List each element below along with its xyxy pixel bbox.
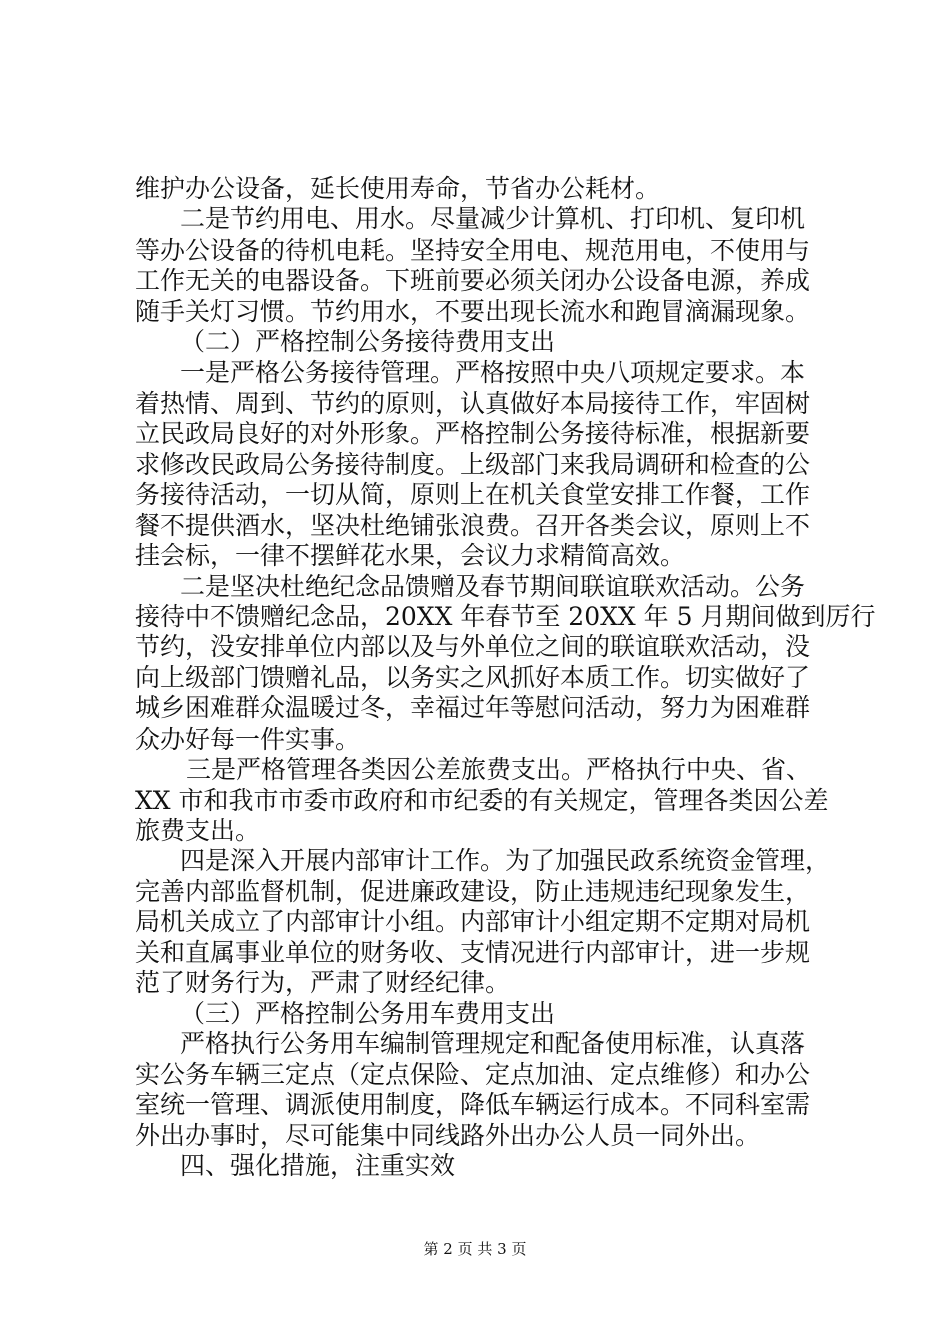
line-text: 局机关成立了内部审计小组。内部审计小组定期不定期对局机 [135, 907, 811, 936]
line-text: 外出办事时，尽可能集中同线路外出办公人员一同外出。 [135, 1121, 761, 1150]
line-text: 城乡困难群众温暖过冬，幸福过年等慰问活动，努力为困难群 [135, 693, 811, 722]
line-text: 关和直属事业单位的财务收、支情况进行内部审计，进一步规 [135, 938, 811, 967]
line-text: （二）严格控制公务接待费用支出 [180, 327, 556, 356]
line-text: 四、强化措施，注重实效 [180, 1151, 456, 1180]
line-text: 务接待活动，一切从简，原则上在机关食堂安排工作餐，工作 [135, 480, 811, 509]
line-text: （三）严格控制公务用车费用支出 [180, 999, 556, 1028]
line-text: 餐不提供酒水，坚决杜绝铺张浪费。召开各类会议，原则上不 [135, 511, 811, 540]
line-text: 实公务车辆三定点（定点保险、定点加油、定点维修）和办公 [135, 1060, 811, 1089]
line-text: 一是严格公务接待管理。严格按照中央八项规定要求。本 [180, 358, 806, 387]
text-line [0, 1148, 950, 1184]
line-text: 二是坚决杜绝纪念品馈赠及春节期间联谊联欢活动。公务 [180, 572, 806, 601]
line-text: 立民政局良好的对外形象。严格控制公务接待标准，根据新要 [135, 419, 811, 448]
line-text: 完善内部监督机制，促进廉政建设，防止违规违纪现象发生， [135, 877, 811, 906]
page-footer: 第 2 页 共 3 页 [423, 1240, 527, 1258]
line-text: 接待中不馈赠纪念品，20XX 年春节至 20XX 年 5 月期间做到厉行 [135, 602, 876, 631]
line-text: 求修改民政局公务接待制度。上级部门来我局调研和检查的公 [135, 450, 811, 479]
line-text: 工作无关的电器设备。下班前要必须关闭办公设备电源，养成 [135, 266, 811, 295]
line-text: 随手关灯习惯。节约用水，不要出现长流水和跑冒滴漏现象。 [135, 297, 811, 326]
line-text: 二是节约用电、用水。尽量减少计算机、打印机、复印机 [180, 204, 806, 233]
line-text: 等办公设备的待机电耗。坚持安全用电、规范用电，不使用与 [135, 236, 811, 265]
line-text: 节约，没安排单位内部以及与外单位之间的联谊联欢活动，没 [135, 632, 811, 661]
line-text: 严格执行公务用车编制管理规定和配备使用标准，认真落 [180, 1029, 806, 1058]
line-text: 三是严格管理各类因公差旅费支出。严格执行中央、省、 [186, 755, 812, 784]
line-text: 众办好每一件实事。 [135, 725, 361, 754]
text-line [0, 201, 950, 237]
line-text: 范了财务行为，严肃了财经纪律。 [135, 968, 511, 997]
line-text: 旅费支出。 [135, 816, 261, 845]
line-text: 向上级部门馈赠礼品，以务实之风抓好本质工作。切实做好了 [135, 663, 811, 692]
line-text: XX 市和我市市委市政府和市纪委的有关规定，管理各类因公差 [135, 786, 829, 815]
line-text: 室统一管理、调派使用制度，降低车辆运行成本。不同科室需 [135, 1090, 811, 1119]
line-text: 维护办公设备，延长使用寿命，节省办公耗材。 [135, 174, 661, 203]
text-line [0, 690, 950, 726]
line-text: 挂会标，一律不摆鲜花水果，会议力求精简高效。 [135, 541, 686, 570]
line-text: 着热情、周到、节约的原则，认真做好本局接待工作，牢固树 [135, 389, 811, 418]
line-text: 四是深入开展内部审计工作。为了加强民政系统资金管理， [180, 846, 831, 875]
